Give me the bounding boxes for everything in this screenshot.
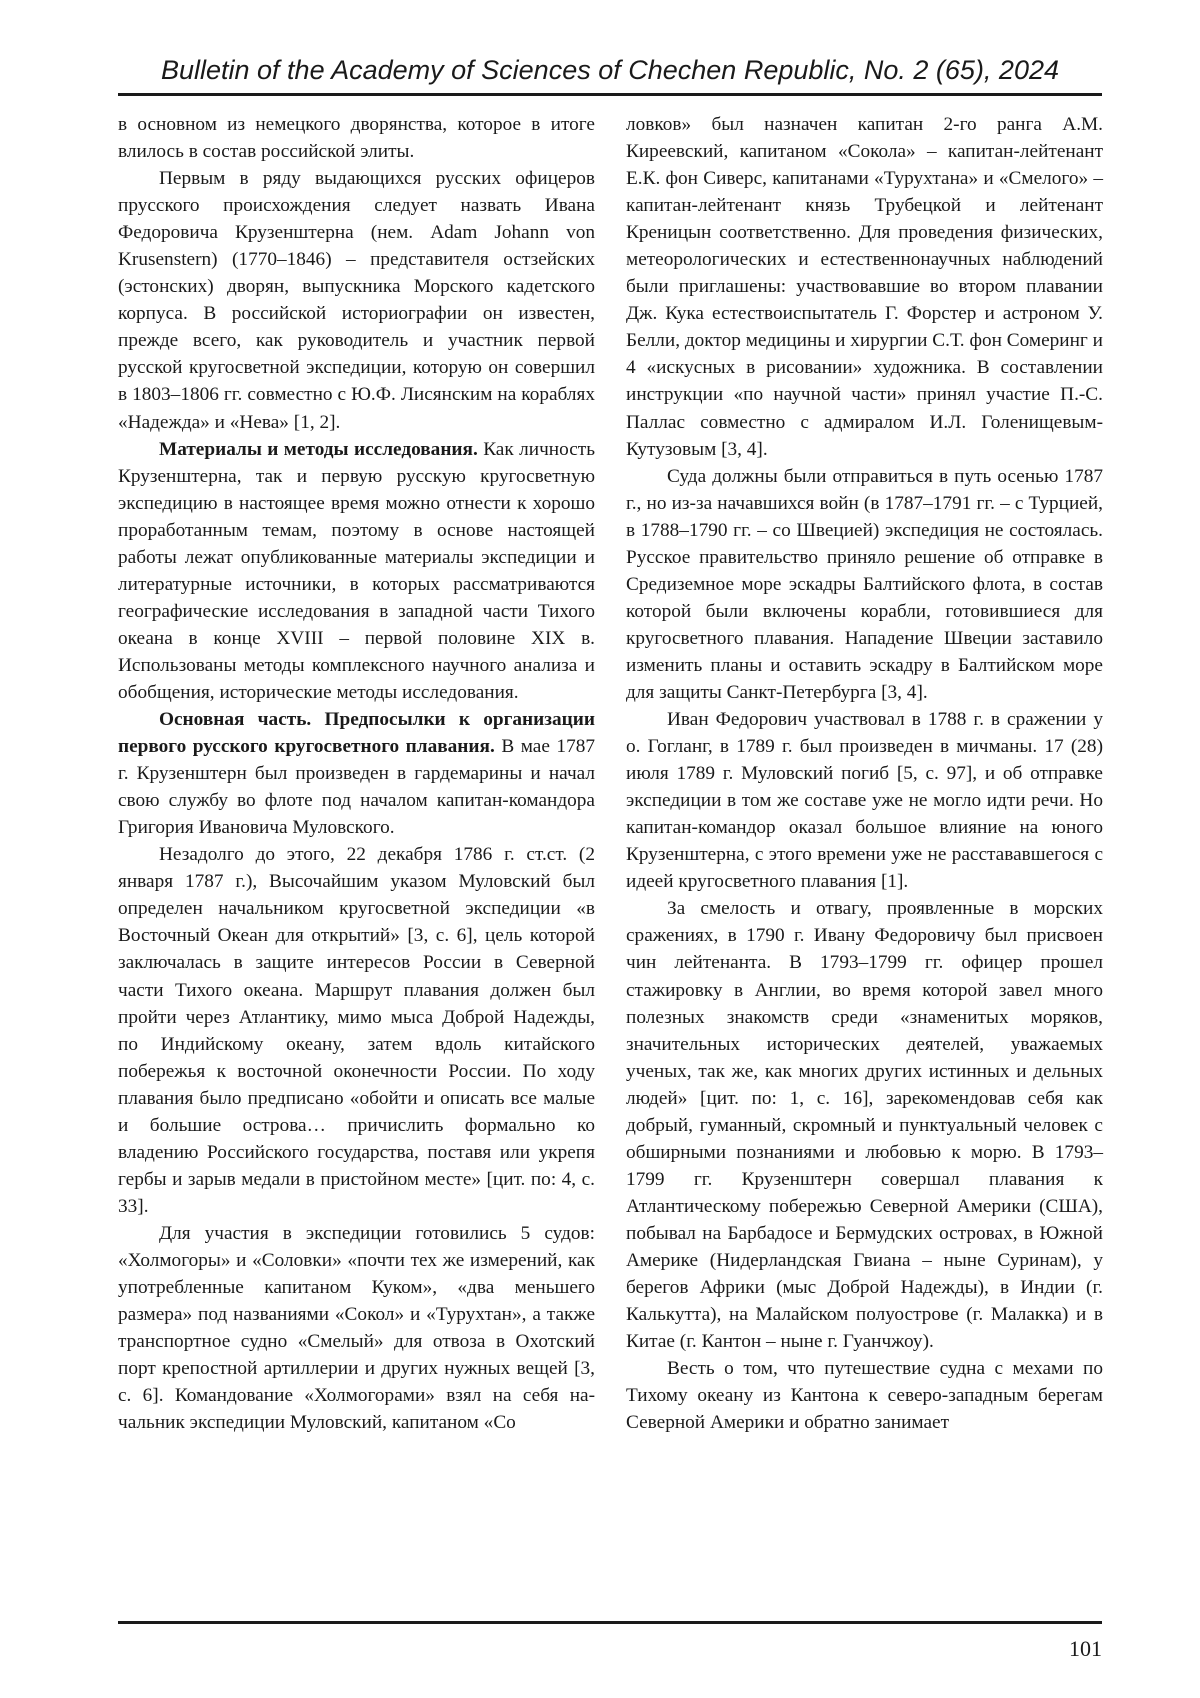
footer-rule [118, 1621, 1102, 1624]
paragraph [118, 706, 595, 841]
paragraph-text: В мае 1787 г. Крузенштерн был произведен в гардемарины и начал свою службу во флоте под началом капитан-командора Григория Ивановича Муловского. [118, 736, 595, 839]
paragraph [118, 841, 595, 1220]
right-column [626, 111, 1103, 1436]
paragraph-text: За смелость и отвагу, проявленные в морских сражениях, в 1790 г. Ивану Федоровичу был присвоен чин лейтенанта. В 1793–1799 гг. офицер прошел стажировку в Англии, во время которой завел много полезных знакомств среди «знаменитых моряков, значительных исторических деятелей, уважаемых ученых, так же, как многих других истинных и дельных людей» [цит. по: 1, с. 16], зарекомендовав себя как добрый, гуманный, скромный и пунктуальный человек с обширными познаниями и любовью к морю. В 1793–1799 гг. Крузенштерн совершал плавания к Атлантическому побережью Северной Америки (США), побывал на Барбадосе и Бермудских островах, в Южной Америке (Нидерландская Гвиана – ныне Суринам), у берегов Африки (мыс Доброй Надежды), в Индии (г. Калькутта), на Малайском полуострове (г. Малакка) и в Китае (г. Кантон – ныне г. Гуанчжоу). [626, 898, 1103, 1353]
paragraph-text: Незадолго до этого, 22 декабря 1786 г. ст.ст. (2 января 1787 г.), Высочайшим указом Муловский был определен начальником кругосветной экспедиции «в Восточный Океан для открытий» [3, с. 6], цель которой заключалась в защите интересов России в Северной части Тихого океана. Маршрут плавания должен был пройти через Атлантику, мимо мыса Доброй Надежды, по Индийскому океану, затем вдоль китайского побережья к восточной оконечности России. По ходу плавания было предписано «обойти и описать все малые и большие острова… причислить формально ко владению Российского государства, поставя или укрепя гербы и зарыв медали в пристойном месте» [цит. по: 4, с. 33]. [118, 844, 595, 1217]
left-column [118, 111, 595, 1436]
running-header: Bulletin of the Academy of Sciences of Chechen Republic, No. 2 (65), 2024 [160, 55, 1059, 85]
paragraph-text: ловков» был назначен капитан 2-го ранга А.М. Киреевский, капитаном «Сокола» – капитан-лейтенант Е.К. фон Сиверс, капитанами «Турухтана» и «Смелого» – капитан-лейтенант князь Трубецкой и лейтенант Креницын соответственно. Для проведения физических, метеорологических и естественнонаучных наблюдений были приглашены: участвовавшие во втором плавании Дж. Кука естествоиспытатель Г. Форстер и астроном У. Белли, доктор медицины и хирургии С.Т. фон Сомеринг и 4 «искусных в рисовании» художника. В составлении инструкции «по научной части» принял участие П.-С. Паллас совместно с адмиралом И.Л. Голенищевым-Кутузовым [3, 4]. [626, 114, 1103, 460]
paragraph [118, 1220, 595, 1436]
paragraph-text: Весть о том, что путешествие судна с мехами по Тихому океану из Кантона к северо-западным берегам Северной Америки и обратно занимает [626, 1358, 1103, 1434]
section-heading: Основная часть. Предпосылки к организации первого русского кругосветного плавания. [118, 709, 595, 758]
paragraph [118, 436, 595, 706]
paragraph [118, 111, 595, 165]
paragraph [626, 706, 1103, 895]
paragraph-text: Первым в ряду выдающихся русских офицеров прусского происхождения следует назвать Ивана Федоровича Крузенштерна (нем. Adam Johann von Krusenstern) (1770–1846) – представителя остзейских (эстонских) дворян, выпускника Морского кадетского корпуса. В российской историографии он известен, прежде всего, как руководитель и участник первой русской кругосветной экспедиции, которую он совершил в 1803–1806 гг. совместно с Ю.Ф. Лисянским на кораблях «Надежда» и «Нева» [1, 2]. [118, 168, 595, 433]
paragraph [626, 1355, 1103, 1436]
paragraph-text: Для участия в экспедиции готовились 5 судов: «Холмогоры» и «Соловки» «почти тех же измерений, как употребленные капитаном Куком», «два меньшего размера» под названиями «Сокол» и «Турухтан», а также транспортное судно «Смелый» для отвоза в Охотский порт крепостной артиллерии и других нужных вещей [3, с. 6]. Командование «Холмогорами» взял на себя начальник экспедиции Муловский, капитаном «Со [118, 1222, 595, 1434]
section-heading: Материалы и методы исследования. [159, 438, 478, 460]
paragraph-text: в основном из немецкого дворянства, которое в итоге влилось в состав российской элиты. [118, 114, 595, 163]
header-rule [118, 93, 1102, 96]
paragraph [626, 463, 1103, 706]
paragraph [626, 111, 1103, 463]
paragraph [118, 165, 595, 435]
paragraph-text: Суда должны были отправиться в путь осенью 1787 г., но из-за начавшихся войн (в 1787–1791 гг. – с Турцией, в 1788–1790 гг. – со Швецией) экспедиция не состоялась. Русское правительство приняло решение об отправке в Средиземное море эскадры Балтийского флота, в состав которой были включены корабли, готовившиеся для кругосветного плавания. Нападение Швеции заставило изменить планы и оставить эскадру в Балтийском море для защиты Санкт-Петербурга [3, 4]. [626, 465, 1103, 703]
paragraph-text: Как личность Крузенштерна, так и первую русскую кругосветную экспедицию в настоящее время можно отнести к хорошо проработанным темам, поэтому в основе настоящей работы лежат опубликованные материалы экспедиции и литературные источники, в которых рассматриваются географические исследования в западной части Тихого океана в конце XVIII – первой половине XIX в. Использованы методы комплексного научного анализа и обобщения, исторические методы исследования. [118, 438, 595, 703]
page-number: 101 [1069, 1636, 1102, 1661]
paragraph-text: Иван Федорович участвовал в 1788 г. в сражении у о. Гогланг, в 1789 г. был произведен в мичманы. 17 (28) июля 1789 г. Муловский погиб [5, с. 97], и об отправке экспедиции в том же составе уже не могло идти речи. Но капитан-командор оказал большое влияние на юного Крузенштерна, с этого времени уже не расстававшегося с идеей кругосветного плавания [1]. [626, 709, 1103, 893]
paragraph [626, 895, 1103, 1355]
